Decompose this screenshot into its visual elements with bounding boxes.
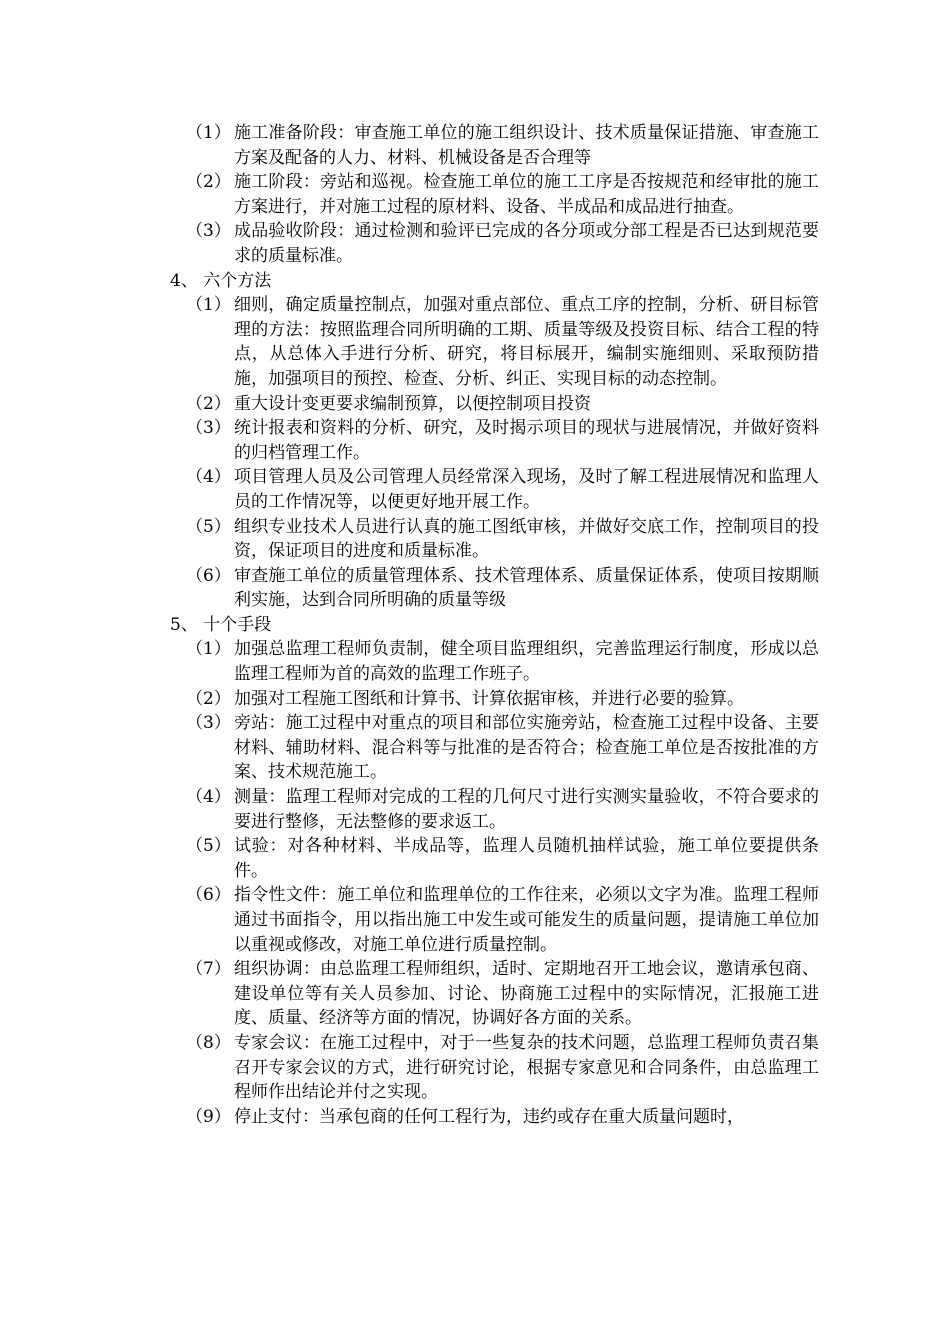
item-text: 专家会议：在施工过程中，对于一些复杂的技术问题，总监理工程师负责召集召开专家会议的方式，进行研究讨论，根据专家意见和合同条件，由总监理工程师作出结论并付之实现。 xyxy=(234,1032,819,1103)
section-heading-text: 5、 十个手段 xyxy=(170,614,272,635)
item-text: 审查施工单位的质量管理体系、技术管理体系、质量保证体系，使项目按期顺利实施，达到合同所明确的质量等级 xyxy=(234,565,819,611)
list-item xyxy=(186,564,819,613)
list-item xyxy=(186,293,819,391)
list-item xyxy=(186,687,819,712)
item-number: （1） xyxy=(186,123,231,143)
document-body xyxy=(0,121,950,1129)
item-text: 统计报表和资料的分析、研究，及时揭示项目的现状与进展情况，并做好资料的归档管理工作。 xyxy=(234,418,819,463)
item-number: （6） xyxy=(186,885,231,906)
item-number: （7） xyxy=(186,959,231,980)
item-text: 组织协调：由总监理工程师组织，适时、定期地召开工地会议，邀请承包商、建设单位等有关人员参加、讨论、协商施工过程中的实际情况，汇报施工进度、质量、经济等方面的情况，协调好各方面的关系。 xyxy=(234,959,819,1029)
list-item xyxy=(186,392,819,417)
item-number: （4） xyxy=(186,787,231,808)
item-text: 施工阶段：旁站和巡视。检查施工单位的施工工序是否按规范和经审批的施工方案进行，并对施工过程的原材料、设备、半成品和成品进行抽查。 xyxy=(234,172,819,217)
section-heading xyxy=(170,269,950,294)
item-number: （1） xyxy=(186,639,231,660)
item-text: 成品验收阶段：通过检测和验评已完成的各分项或分部工程是否已达到规范要求的质量标准。 xyxy=(234,221,819,266)
item-text: 组织专业技术人员进行认真的施工图纸审核，并做好交底工作，控制项目的投资，保证项目的进度和质量标准。 xyxy=(234,516,819,562)
item-text: 测量：监理工程师对完成的工程的几何尺寸进行实测实量验收，不符合要求的要进行整修，无法整修的要求返工。 xyxy=(234,787,819,832)
list-item xyxy=(186,785,819,834)
stage-list xyxy=(0,121,950,269)
item-text: 施工准备阶段：审查施工单位的施工组织设计、技术质量保证措施、审查施工方案及配备的人力、材料、机械设备是否合理等 xyxy=(234,123,819,168)
list-item xyxy=(186,170,819,219)
item-number: （1） xyxy=(186,295,231,316)
list-item xyxy=(186,1031,819,1105)
section-heading xyxy=(170,613,950,638)
item-number: （9） xyxy=(186,1106,231,1127)
item-number: （3） xyxy=(186,418,231,439)
list-item xyxy=(186,957,819,1031)
item-text: 旁站：施工过程中对重点的项目和部位实施旁站，检查施工过程中设备、主要材料、辅助材料、混合料等与批准的是否符合；检查施工单位是否按批准的方案、技术规范施工。 xyxy=(234,713,819,783)
list-item xyxy=(186,1105,819,1130)
item-text: 指令性文件：施工单位和监理单位的工作往来，必须以文字为准。监理工程师通过书面指令，用以指出施工中发生或可能发生的质量问题，提请施工单位加以重视或修改，对施工单位进行质量控制。 xyxy=(234,885,819,955)
item-number: （6） xyxy=(186,565,231,586)
item-number: （2） xyxy=(186,688,231,709)
list-item xyxy=(186,834,819,883)
item-number: （3） xyxy=(186,221,231,242)
item-number: （8） xyxy=(186,1032,231,1053)
list-item xyxy=(186,416,819,465)
item-text: 停止支付：当承包商的任何工程行为，违约或存在重大质量问题时， xyxy=(234,1106,744,1127)
item-number: （5） xyxy=(186,836,231,857)
list-item xyxy=(186,121,819,170)
list-item xyxy=(186,711,819,785)
item-number: （4） xyxy=(186,467,231,488)
item-text: 加强总监理工程师负责制，健全项目监理组织，完善监理运行制度，形成以总监理工程师为首的高效的监理工作班子。 xyxy=(234,639,819,685)
six-methods-section xyxy=(0,269,950,613)
list-item xyxy=(186,515,819,564)
list-item xyxy=(186,465,819,514)
ten-means-section xyxy=(0,613,950,1129)
item-number: （5） xyxy=(186,516,231,537)
item-text: 试验：对各种材料、半成品等，监理人员随机抽样试验，施工单位要提供条件。 xyxy=(234,836,819,881)
item-number: （2） xyxy=(186,172,231,193)
list-item xyxy=(186,883,819,957)
item-text: 细则，确定质量控制点，加强对重点部位、重点工序的控制，分析、研目标管理的方法：按照监理合同所明确的工期、质量等级及投资目标、结合工程的特点，从总体入手进行分析、研究，将目标展开，编制实施细则、采取预防措施，加强项目的预控、检查、分析、纠正、实现目标的动态控制。 xyxy=(234,295,819,389)
item-number: （2） xyxy=(186,393,231,414)
item-text: 重大设计变更要求编制预算，以便控制项目投资 xyxy=(234,393,591,414)
list-item xyxy=(186,219,819,268)
item-text: 加强对工程施工图纸和计算书、计算依据审核，并进行必要的验算。 xyxy=(234,688,744,709)
item-number: （3） xyxy=(186,713,231,734)
list-item xyxy=(186,637,819,686)
section-heading-text: 4、 六个方法 xyxy=(170,270,272,291)
item-text: 项目管理人员及公司管理人员经常深入现场，及时了解工程进展情况和监理人员的工作情况等，以便更好地开展工作。 xyxy=(234,467,819,512)
